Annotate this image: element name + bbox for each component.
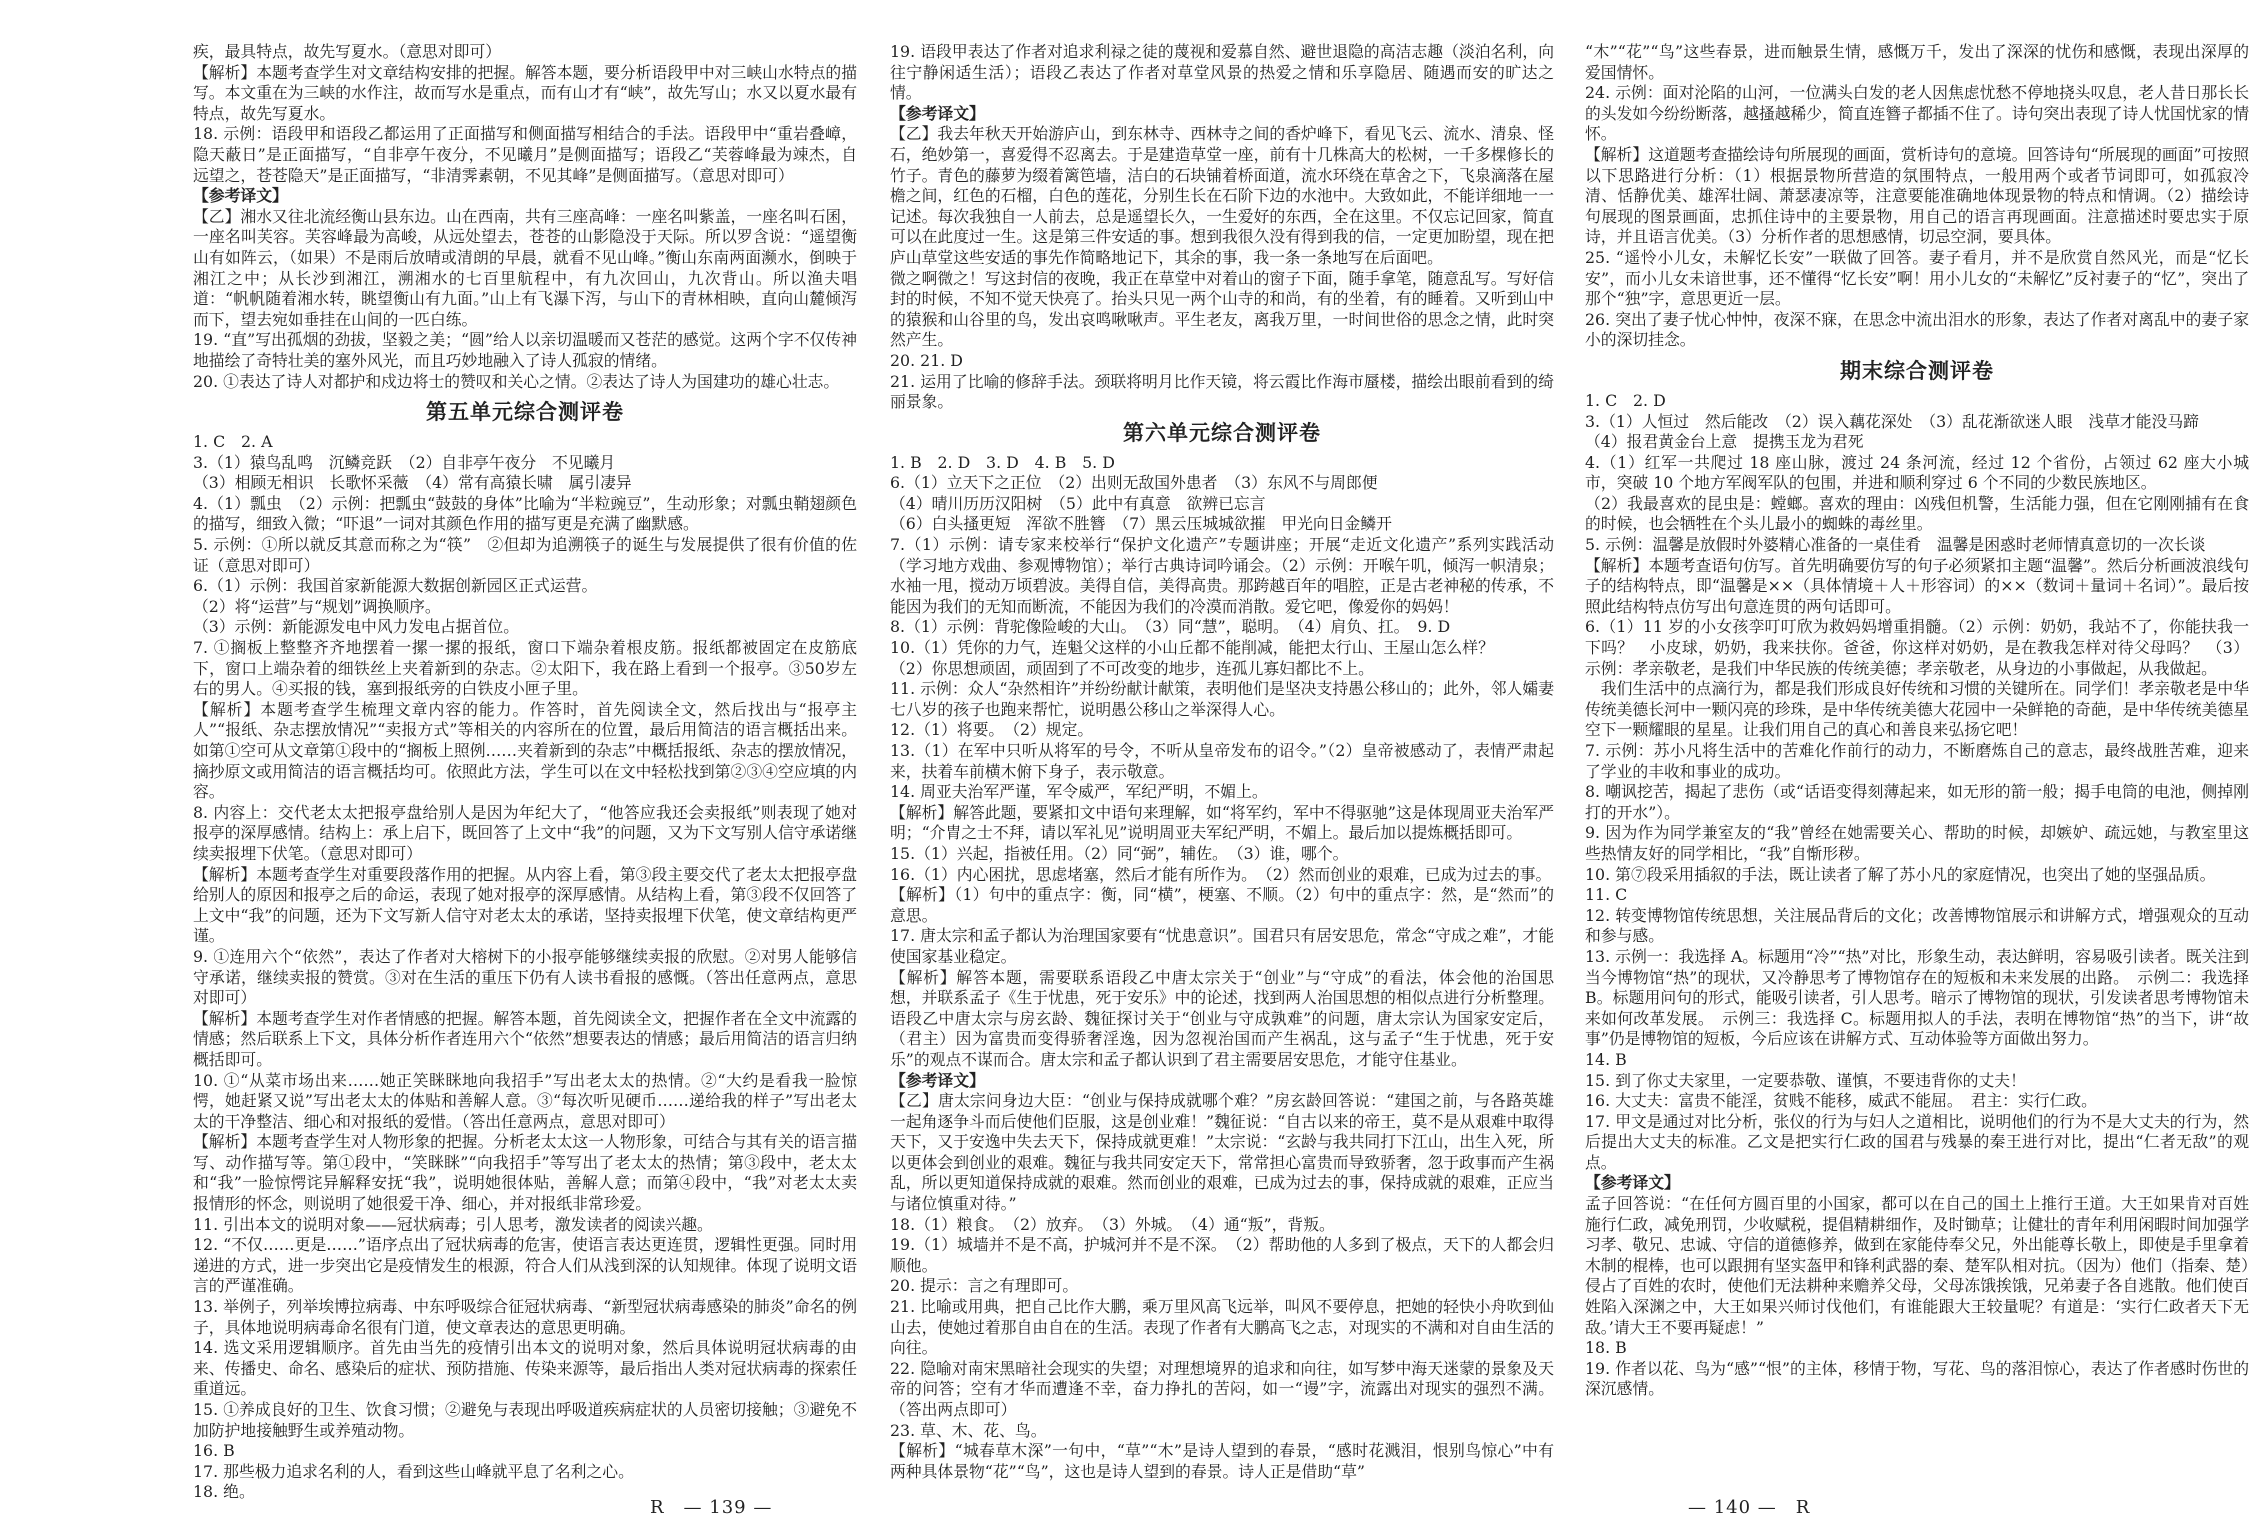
answer-paragraph: 24. 示例：面对沦陷的山河，一位满头白发的老人因焦虑忧愁不停地挠头叹息，老人昔日那长长的头发如今纷纷断落，越搔越稀少，简直连簪子都插不住了。诗句突出表现了诗人忧国忧家的情怀。: [1585, 83, 2249, 144]
answer-paragraph: （2）你思想顽固，顽固到了不可改变的地步，连孤儿寡妇都比不上。: [890, 658, 1374, 678]
answer-paragraph: （2）将“运营”与“规划”调换顺序。: [193, 596, 441, 616]
answer-paragraph: 19.（1）城墙并不是不高，护城河并不是不深。 （2）帮助他的人多到了极点，天下的人都会归顺他。: [890, 1235, 1554, 1275]
answer-paragraph: 16. 大丈夫：富贵不能淫，贫贱不能移，威武不能屈。 君主：实行仁政。: [1585, 1091, 2097, 1111]
answer-paragraph: 7. 示例：苏小凡将生活中的苦难化作前行的动力，不断磨炼自己的意志，最终战胜苦难，迎来了学业的丰收和事业的成功。: [1585, 741, 2249, 781]
answer-paragraph: 【解析】“城春草木深”一句中，“草”“木”是诗人望到的春景，“感时花溅泪，恨别鸟惊心”中有两种具体景物“花”“鸟”，这也是诗人望到的春景。诗人正是借助“草”: [890, 1441, 1554, 1481]
answer-paragraph: 9. 因为作为同学兼室友的“我”曾经在她需要关心、帮助的时候，却嫉妒、疏远她，与教室里这些热情友好的同学相比，“我”自惭形秽。: [1585, 823, 2249, 863]
answer-paragraph: 4.（1）红军一共爬过 18 座山脉，渡过 24 条河流，经过 12 个省份，占领过 62 座大小城市，突破 10 个地方军阀军队的包围，并进和顺利穿过 6 个不同的少数民族地区。: [1585, 452, 2249, 493]
answer-paragraph: 17. 那些极力追求名利的人，看到这些山峰就平息了名利之心。: [193, 1461, 634, 1481]
answer-paragraph: 15.（1）兴起，指被任用。（2）同“弼”，辅佐。 （3）谁，哪个。: [890, 843, 1349, 863]
answer-paragraph: 11. 示例：众人“杂然相许”并纷纷献计献策，表明他们是坚决支持愚公移山的；此外，邻人孀妻七八岁的孩子也跑来帮忙，说明愚公移山之举深得人心。: [890, 679, 1554, 719]
answer-paragraph: 19. “直”写出孤烟的劲拔，坚毅之美；“圆”给人以亲切温暖而又苍茫的感觉。这两个字不仅传神地描绘了奇特壮美的塞外风光，而且巧妙地融入了诗人孤寂的情绪。: [193, 330, 857, 370]
answer-paragraph: 1. C 2. A: [193, 432, 273, 452]
answer-paragraph: 22. 隐喻对南宋黑暗社会现实的失望；对理想境界的追求和向往，如写梦中海天迷蒙的景象及天帝的问答；空有才华而遭逢不幸，奋力挣扎的苦闷，如一“谩”字，流露出对现实的强烈不满。（答出两点即可）: [890, 1358, 1554, 1419]
section-heading: 期末综合测评卷: [1840, 357, 1994, 383]
answer-paragraph: 微之啊微之！写这封信的夜晚，我正在草堂中对着山的窗子下面，随手拿笔，随意乱写。写好信封的时候，不知不觉天快亮了。抬头只见一两个山寺的和尚，有的坐着，有的睡着。又听到山中的猿猴和山谷里的鸟，发出哀鸣啾啾声。平生老友，离我万里，一时间世俗的思念之情，此时突然产生。: [890, 268, 1554, 350]
answer-paragraph: 15. 到了你丈夫家里，一定要恭敬、谨慎，不要违背你的丈夫！: [1585, 1070, 2026, 1090]
column-right: [1585, 42, 2249, 1482]
answer-paragraph: 【解析】这道题考查描绘诗句所展现的画面，赏析诗句的意境。回答诗句“所展现的画面”可按照以下思路进行分析：（1）根据景物所营造的氛围特点，一般用两个或者节词即可，如孤寂冷清、恬静优美、雄浑壮阔、萧瑟凄凉等，注意要能准确地体现景物的特点和情调。（2）描绘诗句展现的图景画面，忠抓住诗中的主要景物，用自己的语言再现画面。注意描述时要忠实于原诗，并且语言优美。（3）分析作者的思想感情，切忌空洞，要具体。: [1585, 144, 2249, 247]
answer-paragraph: 4.（1）瓢虫 （2）示例：把瓢虫“鼓鼓的身体”比喻为“半粒豌豆”，生动形象；对瓢虫鞘翅颜色的描写，细致入微；“吓退”一词对其颜色作用的描写更是充满了幽默感。: [193, 493, 857, 534]
answer-paragraph: 19. 语段甲表达了作者对追求利禄之徒的蔑视和爱慕自然、避世退隐的高洁志趣（淡泊名利，向往宁静闲适生活）；语段乙表达了作者对草堂风景的热爱之情和乐享隐居、随遇而安的旷达之情。: [890, 42, 1554, 103]
answer-paragraph: （2）我最喜欢的昆虫是：螳螂。喜欢的理由：凶残但机警，生活能力强，但在它刚刚捕有在食的时候，也会牺牲在个头儿最小的蜘蛛的毒丝里。: [1585, 493, 2249, 534]
page-number-right: — 140 — R: [1688, 1497, 1811, 1518]
answer-paragraph: （3）示例：新能源发电中风力发电占据首位。: [193, 617, 519, 637]
page-number-left: R — 139 —: [650, 1497, 773, 1518]
answer-paragraph: 13.（1）在军中只听从将军的号令，不听从皇帝发布的诏令。”（2）皇帝被感动了，表情严肃起来，扶着车前横木俯下身子，表示敬意。: [890, 741, 1554, 781]
answer-paragraph: 14. B: [1585, 1049, 1627, 1069]
answer-paragraph: 【解析】本题考查语句仿写。首先明确要仿写的句子必须紧扣主题“温馨”。然后分析画波浪线句子的结构特点，即“温馨是××（具体情境＋人＋形容词）的××（数词＋量词＋名词）”。最后按照此结构特点仿写出句意连贯的两句话即可。: [1585, 555, 2249, 616]
answer-paragraph: 1. B 2. D 3. D 4. B 5. D: [890, 452, 1115, 472]
answer-paragraph: 19. 作者以花、鸟为“感”“恨”的主体，移情于物，写花、鸟的落泪惊心，表达了作者感时伤世的深沉感情。: [1585, 1358, 2249, 1399]
answer-paragraph: 13. 举例子，列举埃博拉病毒、中东呼吸综合征冠状病毒、“新型冠状病毒感染的肺炎”命名的例子，具体地说明病毒命名很有门道，使文章表达的意思更明确。: [193, 1297, 857, 1337]
answer-paragraph: 14. 选文采用逻辑顺序。首先由当先的疫情引出本文的说明对象，然后具体说明冠状病毒的由来、传播史、命名、感染后的症状、预防措施、传染来源等，最后指出人类对冠状病毒的探索任重道远。: [193, 1338, 857, 1399]
answer-paragraph: 【解析】本题考查学生对作者情感的把握。解答本题，首先阅读全文，把握作者在全文中流露的情感；然后联系上下文，具体分析作者连用六个“依然”想要表达的情感；最后用简洁的语言归纳概括即可。: [193, 1008, 857, 1069]
answer-paragraph: 15. ①养成良好的卫生、饮食习惯；②避免与表现出呼吸道疾病症状的人员密切接触；③避免不加防护地接触野生或养殖动物。: [193, 1400, 857, 1440]
answer-paragraph: 11. 引出本文的说明对象——冠状病毒；引人思考，激发读者的阅读兴趣。: [193, 1214, 713, 1234]
reference-translation-label: 【参考译文】: [890, 103, 985, 123]
answer-paragraph: 21. 比喻或用典，把自己比作大鹏，乘万里风高飞远举，叫风不要停息，把她的轻快小舟吹到仙山去，使她过着那自由自在的生活。表现了作者有大鹏高飞之志，对现实的不满和对自由生活的向往。: [890, 1297, 1554, 1358]
answer-paragraph: 12. “不仅……更是……”语序点出了冠状病毒的危害，使语言表达更连贯，逻辑性更强。同时用递进的方式，进一步突出它是疫情发生的根源，符合人们从浅到深的认知规律。体现了说明文语言的严谨准确。: [193, 1235, 857, 1296]
answer-paragraph: 6.（1）11 岁的小女孩孪叮叮欣为救妈妈增重捐髓。（2）示例：奶奶，我站不了，你能扶我一下吗？ 小皮球，奶奶，我来扶你。爸爸，你这样对奶奶，是在教我怎样对待父母吗？ （3）示例：孝亲敬老，是我们中华民族的传统美德；孝亲敬老，从身边的小事做起，从我做起。: [1585, 617, 2249, 678]
answer-paragraph: 10. ①“从菜市场出来……她正笑眯眯地向我招手”写出老太太的热情。②“大约是看我一脸惊愕，她赶紧又说”写出老太太的体贴和善解人意。③“每次听见硬币……递给我的样子”写出老太太的干净整洁、细心和对报纸的爱惜。（答出任意两点，意思对即可）: [193, 1070, 857, 1131]
answer-paragraph: “木”“花”“鸟”这些春景，进而触景生情，感慨万千，发出了深深的忧伤和感慨，表现出深厚的爱国情怀。: [1585, 42, 2249, 82]
section-heading: 第六单元综合测评卷: [1123, 419, 1321, 445]
answer-paragraph: 【解析】本题考查学生梳理文章内容的能力。作答时，首先阅读全文，然后找出与“报亭主人”“报纸、杂志摆放情况”“卖报方式”等相关的内容所在的位置，最后用简洁的语言概括出来。如第①空可从文章第①段中的“搁板上照例……夹着新到的杂志”中概括报纸、杂志的摆放情况，摘抄原文或用简洁的语言概括均可。依照此方法，学生可以在文中轻松找到第②③④空应填的内容。: [193, 699, 857, 802]
answer-paragraph: 10. 第⑦段采用插叙的手法，既让读者了解了苏小凡的家庭情况，也突出了她的坚强品质。: [1585, 864, 2216, 884]
answer-paragraph: 【解析】（1）句中的重点字：衡，同“横”，梗塞、不顺。（2）句中的重点字：然，是“然而”的意思。: [890, 885, 1554, 925]
answer-paragraph: 【解析】解答本题，需要联系语段乙中唐太宗关于“创业”与“守成”的看法，体会他的治国思想，并联系孟子《生于忧患，死于安乐》中的论述，找到两人治国思想的相似点进行分析整理。语段乙中唐太宗与房玄龄、魏征探讨关于“创业与守成孰难”的问题，唐太宗认为国家安定后，（君主）因为富贵而变得骄奢淫逸，因为忽视治国而产生祸乱，这与孟子“生于忧患，死于安乐”的观点不谋而合。唐太宗和孟子都认识到了君主需要居安思危，才能守住基业。: [890, 967, 1554, 1069]
answer-paragraph: 1. C 2. D: [1585, 390, 1666, 410]
answer-paragraph: 【解析】解答此题，要紧扣文中语句来理解，如“将军约，军中不得驱驰”这是体现周亚夫治军严明；“介胄之士不拜，请以军礼见”说明周亚夫军纪严明，不媚上。最后加以提炼概括即可。: [890, 802, 1554, 843]
answer-paragraph: 7.（1）示例：请专家来校举行“保护文化遗产”专题讲座；开展“走近文化遗产”系列实践活动（学习地方戏曲、参观博物馆）；举行古典诗词吟诵会。（2）示例：开喉午叽，倾泻一帜清泉；水袖一甩，搅动万顷碧波。美得自信，美得高贵。那跨越百年的唱腔，正是古老神秘的传承，不能因为我们的无知而断流，不能因为我们的冷漠而消散。爱它吧，像爱你的妈妈！: [890, 535, 1554, 616]
column-left: [193, 42, 857, 1502]
answer-paragraph: 【解析】本题考查学生对重要段落作用的把握。从内容上看，第③段主要交代了老太太把报亭盘给别人的原因和报亭之后的命运，表现了她对报亭的深厚感情。从结构上看，第③段不仅回答了上文中“我”的问题，还为下文写新人信守对老太太的承诺，坚持卖报埋下伏笔，使文章结构更严谨。: [193, 864, 857, 946]
answer-paragraph: 11. C: [1585, 885, 1628, 905]
answer-paragraph: 3.（1）猿鸟乱鸣 沉鳞竞跃 （2）自非亭午夜分 不见曦月: [193, 452, 616, 472]
answer-paragraph: 20. 21. D: [890, 350, 963, 370]
answer-paragraph: 17. 甲文是通过对比分析，张仪的行为与妇人之道相比，说明他们的行为不是大丈夫的行为，然后提出大丈夫的标准。乙文是把实行仁政的国君与残暴的秦王进行对比，提出“仁者无敌”的观点。: [1585, 1111, 2249, 1172]
answer-paragraph: 8.（1）示例：背驼像险峻的大山。 （3）同“慧”，聪明。 （4）肩负、扛。 9. D: [890, 617, 1451, 637]
answer-paragraph: 17. 唐太宗和孟子都认为治理国家要有“忧患意识”。国君只有居安思危，常念“守成之难”，才能使国家基业稳定。: [890, 926, 1554, 966]
answer-paragraph: 18. B: [1585, 1338, 1627, 1358]
answer-paragraph: 【解析】本题考查学生对人物形象的把握。分析老太太这一人物形象，可结合与其有关的语言描写、动作描写等。第①段中，“笑眯眯”“向我招手”等写出了老太太的热情；第③段中，老太太和“我”一脸惊愕诧异解释安抚“我”，说明她很体贴，善解人意；而第④段中，“我”对老太太卖报情形的怀念，则说明了她很爱干净、细心，并对报纸非常珍爱。: [193, 1132, 857, 1214]
reference-translation-label: 【参考译文】: [890, 1070, 985, 1090]
answer-paragraph: 疾，最具特点，故先写夏水。（意思对即可）: [193, 42, 502, 61]
answer-paragraph: 20. 提示：言之有理即可。: [890, 1276, 1079, 1296]
answer-paragraph: 8. 内容上：交代老太太把报亭盘给别人是因为年纪大了，“他答应我还会卖报纸”则表现了她对报亭的深厚感情。结构上：承上启下，既回答了上文中“我”的问题，又为下文写别人信守承诺继续卖报埋下伏笔。（意思对即可）: [193, 802, 857, 863]
answer-paragraph: 16. B: [193, 1441, 235, 1461]
answer-paragraph: 孟子回答说：“在任何方圆百里的小国家，都可以在自己的国土上推行王道。大王如果肯对百姓施行仁政，减免刑罚，少收赋税，提倡精耕细作，及时锄草；让健壮的青年利用闲暇时间加强学习孝、敬兄、忠诚、守信的道德修养，做到在家能侍奉父兄，外出能尊长敬上，即使是手里拿着木制的棍棒，也可以跟拥有坚实盔甲和锋利武器的秦、楚军队相对抗。（因为）他们（指秦、楚）侵占了百姓的农时，使他们无法耕种来赡养父母，父母冻饿挨饿，兄弟妻子各自逃散。他们使百姓陷入深渊之中，大王如果兴师讨伐他们，有谁能跟大王较量呢？有道是：‘实行仁政者天下无敌。’请大王不要再疑虑！”: [1585, 1194, 2249, 1337]
answer-paragraph: 7. ①搁板上整整齐齐地摆着一摞一摞的报纸，窗口下端杂着根皮筋。报纸都被固定在皮筋底下，窗口上端杂着的细铁丝上夹着新到的杂志。②太阳下，我在路上看到一个报亭。③50岁左右的男人。④买报的钱，塞到报纸旁的白铁皮小匣子里。: [193, 638, 857, 699]
reference-translation-label: 【参考译文】: [1585, 1173, 1680, 1193]
answer-paragraph: 14. 周亚夫治军严谨，军令威严，军纪严明，不媚上。: [890, 782, 1268, 802]
reference-translation-label: 【参考译文】: [193, 186, 288, 206]
answer-paragraph: 5. 示例：温馨是放假时外婆精心准备的一桌佳肴 温馨是困惑时老师情真意切的一次长谈: [1585, 535, 2206, 555]
answer-paragraph: 26. 突出了妻子忧心忡忡，夜深不寐，在思念中流出泪水的形象，表达了作者对离乱中的妻子家小的深切挂念。: [1585, 309, 2249, 350]
answer-paragraph: 【乙】我去年秋天开始游庐山，到东林寺、西林寺之间的香炉峰下，看见飞云、流水、清泉、怪石，绝妙第一，喜爱得不忍离去。于是建造草堂一座，前有十几株高大的松树，一千多棵修长的竹子。青色的藤萝为缀着篱笆墙，洁白的石块铺着桥面道，流水环绕在草舍之下，飞泉滴落在屋檐之间，红色的石榴，白色的莲花，分别生长在石阶下边的水池中。大致如此，不能详细地一一记述。每次我独自一人前去，总是遥望长久，一生爱好的东西，全在这里。不仅忘记回家，简直可以在此度过一生。这是第三件安适的事。想到我很久没有得到我的信，一定更加盼望，现在把庐山草堂这些安适的事先作简略地记下，其余的事，我一条一条地写在后面吧。: [890, 124, 1554, 267]
section-heading: 第五单元综合测评卷: [426, 399, 624, 425]
answer-paragraph: 18. 绝。: [193, 1482, 255, 1502]
answer-paragraph: 12. 转变博物馆传统思想，关注展品背后的文化；改善博物馆展示和讲解方式，增强观众的互动和参与感。: [1585, 905, 2249, 946]
answer-paragraph: 20. ①表达了诗人对都护和戍边将士的赞叹和关心之情。②表达了诗人为国建功的雄心壮志。: [193, 371, 840, 391]
answer-paragraph: 12.（1）将要。 （2）规定。: [890, 720, 1094, 740]
answer-paragraph: （4）报君黄金台上意 提携玉龙为君死: [1585, 432, 1864, 452]
answer-paragraph: 13. 示例一：我选择 A。标题用“冷”“热”对比，形象生动，表达鲜明，容易吸引读者。既关注到当今博物馆“热”的现状，又冷静思考了博物馆存在的短板和未来发展的出路。 示例二：我选择 B。标题用问句的形式，能吸引读者，引人思考。暗示了博物馆的现状，引发读者思考博物馆未来如何改革发展。 示例三：我选择 C。标题用拟人的手法，表明在博物馆“热”的当下，讲“故事”仍是博物馆的短板，今后应该在讲解方式、互动体验等方面做出努力。: [1585, 946, 2249, 1049]
answer-paragraph: 25. “遥怜小儿女，未解忆长安”一联做了回答。妻子看月，并不是欣赏自然风光，而是“忆长安”，而小儿女未谙世事，还不懂得“忆长安”啊！用小儿女的“未解忆”反衬妻子的“忆”，突出了那个“独”字，意思更近一层。: [1585, 247, 2249, 309]
answer-paragraph: 【解析】本题考查学生对文章结构安排的把握。解答本题，要分析语段甲中对三峡山水特点的描写。本文重在为三峡的水作注，故而写水是重点，而有山才有“峡”，故先写山；水又以夏水最有特点，故先写夏水。: [193, 62, 857, 123]
answer-paragraph: 6.（1）立天下之正位 （2）出则无敌国外患者 （3）东风不与周郎便: [890, 473, 1378, 493]
answer-paragraph: 16.（1）内心困扰，思虑堵塞，然后才能有所作为。 （2）然而创业的艰难，已成为过去的事。: [890, 864, 1552, 884]
answer-paragraph: 18. 示例：语段甲和语段乙都运用了正面描写和侧面描写相结合的手法。语段甲中“重岩叠嶂，隐天蔽日”是正面描写，“自非亭午夜分，不见曦月”是侧面描写；语段乙“芙蓉峰最为竦杰，自远望之，苍苍隐天”是正面描写，“非清霁素朝，不见其峰”是侧面描写。（意思对即可）: [193, 124, 857, 185]
answer-paragraph: 我们生活中的点滴行为，都是我们形成良好传统和习惯的关键所在。同学们！孝亲敬老是中华传统美德长河中一颗闪亮的珍珠，是中华传统美德大花园中一朵鲜艳的奇葩，是中华传统美德星空下一颗耀眼的星星。让我们用自己的真心和善良来弘扬它吧！: [1585, 679, 2249, 740]
answer-paragraph: 3.（1）人恒过 然后能改 （2）误入藕花深处 （3）乱花渐欲迷人眼 浅草才能没马蹄: [1585, 411, 2199, 431]
answer-paragraph: 【乙】湘水又往北流经衡山县东边。山在西南，共有三座高峰：一座名叫紫盖，一座名叫石囷，一座名叫芙容。芙容峰最为高峻，从远处望去，苍苍的山影隐没于天际。所以罗含说：“遥望衡山有如阵云，（如果）不是雨后放晴或清朗的早晨，就看不见山峰。”衡山东南两面濒水，倒映于湘江之中；从长沙到湘江，溯湘水的七百里航程中，有九次回山，九次背山。所以渔夫唱道：“帆帆随着湘水转，眺望衡山有九面。”山上有飞瀑下泻，与山下的青林相映，直向山麓倾泻而下，望去宛如垂挂在山间的一匹白练。: [193, 206, 857, 329]
answer-paragraph: （6）白头搔更短 浑欲不胜簪 （7）黑云压城城欲摧 甲光向日金鳞开: [890, 514, 1392, 534]
answer-paragraph: 9. ①连用六个“依然”，表达了作者对大榕树下的小报亭能够继续卖报的欣慰。②对男人能够信守承诺，继续卖报的赞赏。③对在生活的重压下仍有人读书看报的感慨。（答出任意两点，意思对即可）: [193, 946, 857, 1008]
answer-paragraph: 5. 示例：①所以就反其意而称之为“筷” ②但却为追溯筷子的诞生与发展提供了很有价值的佐证（意思对即可）: [193, 535, 857, 575]
answer-paragraph: 23. 草、木、花、鸟。: [890, 1420, 1047, 1440]
column-middle: [890, 42, 1554, 1482]
answer-paragraph: 18.（1）粮食。 （2）放弃。 （3）外城。 （4）通“叛”，背叛。: [890, 1214, 1335, 1234]
answer-paragraph: 21. 运用了比喻的修辞手法。颈联将明月比作天镜，将云霞比作海市蜃楼，描绘出眼前看到的绮丽景象。: [890, 371, 1554, 412]
answer-paragraph: 【乙】唐太宗问身边大臣：“创业与保持成就哪个难？”房玄龄回答说：“建国之前，与各路英雄一起角逐争斗而后使他们臣服，这是创业难！”魏征说：“自古以来的帝王，莫不是从艰难中取得天下，又于安逸中失去天下，保持成就更难！”太宗说：“玄龄与我共同打下江山，出生入死，所以更体会到创业的艰难。魏征与我共同安定天下，常常担心富贵而导致骄奢，忽于政事而产生祸乱，所以更知道保持成就的艰难。然而创业的艰难，已成为过去的事，保持成就的艰难，正应当与诸位慎重对待。”: [890, 1091, 1554, 1214]
answer-paragraph: 6.（1）示例：我国首家新能源大数据创新园区正式运营。: [193, 576, 598, 596]
answer-paragraph: 8. 嘲讽挖苦，揭起了悲伤（或“话语变得刻薄起来，如无形的箭一般；揭手电筒的电池，侧掉刚打的开水”）。: [1585, 782, 2249, 822]
answer-paragraph: （4）晴川历历汉阳树 （5）此中有真意 欲辨已忘言: [890, 493, 1266, 513]
answer-paragraph: 10.（1）凭你的力气，连魁父这样的小山丘都不能削减，能把太行山、王屋山怎么样？: [890, 638, 1494, 658]
answer-paragraph: （3）相顾无相识 长歌怀采薇 （4）常有高猿长啸 属引凄异: [193, 473, 632, 493]
